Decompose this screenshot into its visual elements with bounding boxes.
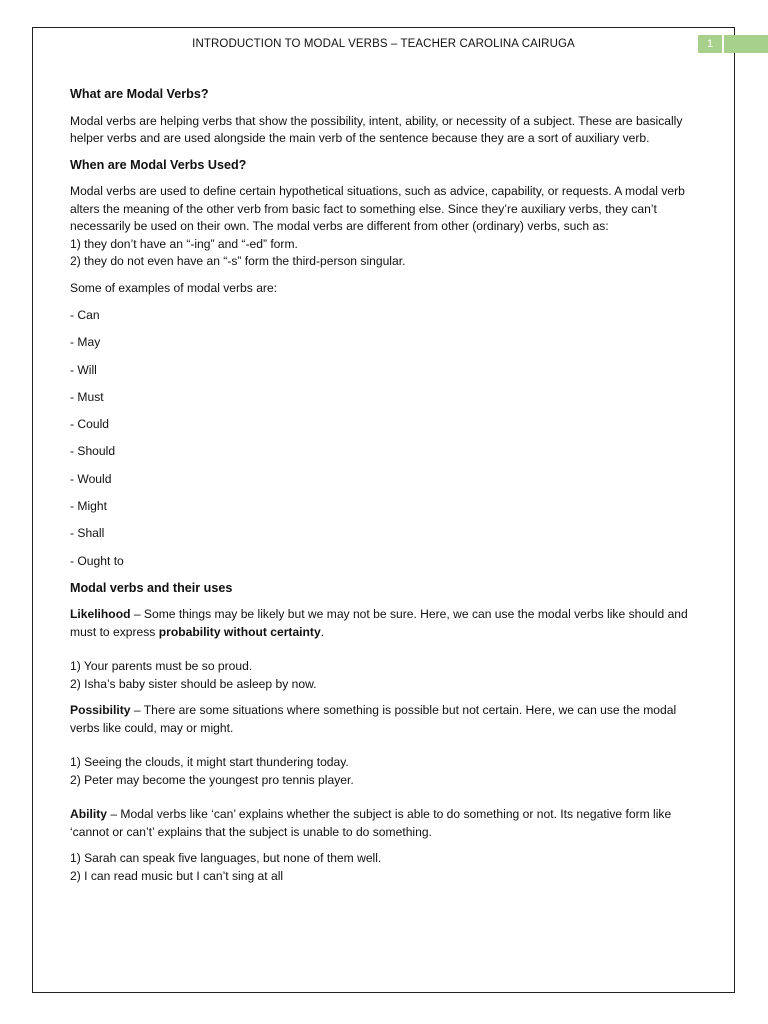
- likelihood-term: Likelihood: [70, 607, 131, 622]
- modal-list-item: - Shall: [70, 526, 105, 541]
- likelihood-paragraph: [70, 606, 702, 641]
- modal-list-item: - Can: [70, 308, 100, 322]
- modal-list-item: - Would: [70, 471, 112, 486]
- page-header: INTRODUCTION TO MODAL VERBS – TEACHER CAROLINA CAIRUGA: [192, 38, 575, 50]
- when-point-1: 1) they don’t have an “-ing” and “-ed” form.: [70, 236, 298, 251]
- likelihood-block: [70, 606, 702, 693]
- ability-text: – Modal verbs like ‘can’ explains whether the subject is able to do something or not. Its negative form like ‘cannot or can’t’ explains that the subject is unable to do something.: [70, 807, 672, 839]
- ability-paragraph: [70, 806, 702, 841]
- modal-list-item: - May: [70, 335, 101, 350]
- likelihood-emphasis: probability without certainty: [158, 624, 321, 639]
- heading-what: What are Modal Verbs?: [70, 87, 209, 101]
- ability-term: Ability: [70, 807, 107, 822]
- modal-list-item: - Must: [70, 389, 104, 404]
- modal-list-item: - Will: [70, 362, 97, 377]
- when-point-2: 2) they do not even have an “-s” form the third-person singular.: [70, 254, 406, 268]
- page-number: 1: [707, 38, 714, 50]
- paragraph-when: [70, 183, 702, 271]
- possibility-block: [70, 702, 702, 789]
- modal-list-item: - Ought to: [70, 553, 124, 568]
- possibility-text: – There are some situations where something is possible but not certain. Here, we can use the modal verbs like could, may or might.: [70, 703, 677, 735]
- possibility-term: Possibility: [70, 703, 131, 718]
- possibility-paragraph: [70, 702, 702, 737]
- ability-block: [70, 806, 702, 885]
- paragraph-what: Modal verbs are helping verbs that show the possibility, intent, ability, or necessity of a subject. These are basically helper verbs and are used alongside the main verb of the sentence because they are a sort of auxiliary verb.: [70, 113, 683, 145]
- likelihood-example-1: 1) Your parents must be so proud.: [70, 659, 253, 674]
- modal-list-item: - Might: [70, 499, 107, 514]
- likelihood-end: .: [320, 624, 325, 639]
- modal-list-item: - Should: [70, 444, 116, 459]
- likelihood-example-2: 2) Isha’s baby sister should be asleep by now.: [70, 676, 317, 691]
- page-number-badge: [698, 35, 768, 53]
- possibility-example-1: 1) Seeing the clouds, it might start thundering today.: [70, 755, 349, 770]
- paragraph-when-text: Modal verbs are used to define certain hypothetical situations, such as advice, capability, or requests. A modal verb alters the meaning of the other verb from basic fact to something else. Since they’re auxiliary verbs, they can’t necessarily be used on their own. The modal verbs are different from other (ordinary) verbs, such as:: [70, 184, 685, 233]
- ability-example-1: 1) Sarah can speak five languages, but none of them well.: [70, 851, 382, 866]
- ability-example-2: 2) I can read music but I can’t sing at all: [70, 868, 284, 883]
- possibility-example-2: 2) Peter may become the youngest pro tennis player.: [70, 772, 354, 787]
- modal-list-item: - Could: [70, 417, 109, 432]
- heading-uses: Modal verbs and their uses: [70, 580, 233, 595]
- document-body: [70, 86, 702, 894]
- likelihood-text: – Some things may be likely but we may not be sure. Here, we can use the modal verbs like should and must to express: [70, 607, 688, 639]
- heading-when: When are Modal Verbs Used?: [70, 157, 247, 172]
- examples-intro: Some of examples of modal verbs are:: [70, 280, 278, 295]
